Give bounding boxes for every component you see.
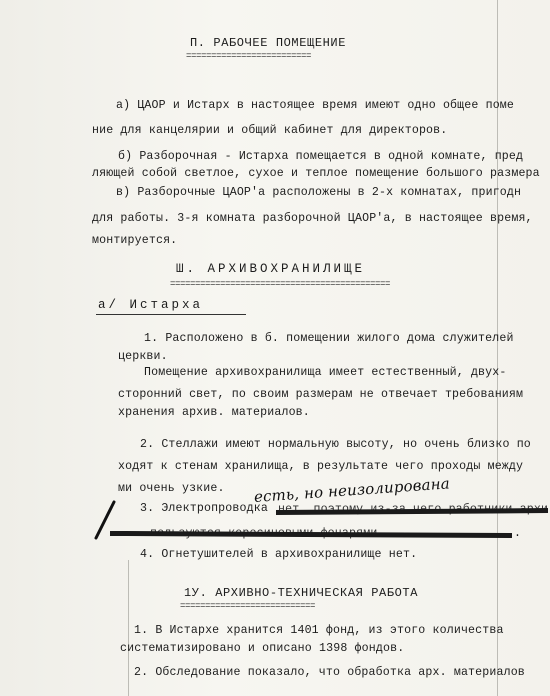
section-2-line: б) Разборочная - Истарха помещается в одной комнате, пред (118, 150, 524, 163)
section-4-line: 2. Обследование показало, что обработка арх. материалов (134, 666, 525, 679)
paper-crease (128, 560, 129, 696)
section-2-line: ляющей собой светлое, сухое и теплое помещение большого размера (92, 167, 540, 180)
section-3-line: 2. Стеллажи имеют нормальную высоту, но очень близко по (140, 438, 531, 451)
section-2-line: монтируется. (92, 234, 178, 247)
section-3-line: хранения архив. материалов. (118, 406, 310, 419)
subtitle-underline (96, 314, 246, 315)
section-3-line: церкви. (118, 350, 168, 363)
section-2-underline: ========================= (186, 51, 312, 61)
struck-text-end: . (514, 527, 522, 540)
section-4-line: систематизировано и описано 1398 фондов. (120, 642, 405, 655)
handwritten-slash-mark (92, 500, 118, 540)
section-3-title: Ш. АРХИВОХРАНИЛИЩЕ (176, 262, 366, 276)
section-3-line: ми очень узкие. (118, 482, 225, 495)
handwritten-note: есть, но неизолирована (253, 474, 451, 506)
section-3-line: 4. Огнетушителей в архивохранилище нет. (140, 548, 418, 561)
section-3-line: сторонний свет, по своим размерам не отвечает требованиям (118, 388, 524, 401)
section-3-line: Помещение архивохранилища имеет естественный, двух- (144, 366, 507, 379)
section-2-title: П. РАБОЧЕЕ ПОМЕЩЕНИЕ (190, 36, 347, 50)
section-3-underline: ============================================ (170, 279, 391, 289)
section-2-line: а) ЦАОР и Истарх в настоящее время имеют одно общее поме (116, 99, 515, 112)
section-3-line: ходят к стенам хранилища, в результате чего проходы между (118, 460, 524, 473)
section-2-line: ние для канцелярии и общий кабинет для директоров. (92, 124, 448, 137)
section-3-line: 1. Расположено в б. помещении жилого дома служителей (144, 332, 514, 345)
section-4-underline: =========================== (180, 601, 316, 611)
section-2-line: в) Разборочные ЦАОР'а расположены в 2-х комнатах, пригодн (116, 186, 522, 199)
section-2-line: для работы. 3-я комната разборочной ЦАОР'а, в настоящее время, (92, 212, 533, 225)
section-3-subtitle: а/ Истарха (98, 298, 204, 312)
section-4-line: 1. В Истархе хранится 1401 фонд, из этого количества (134, 624, 504, 637)
section-3-line: 3. Электропроводка (140, 502, 268, 515)
section-4-title: 1У. АРХИВНО-ТЕХНИЧЕСКАЯ РАБОТА (184, 586, 419, 600)
